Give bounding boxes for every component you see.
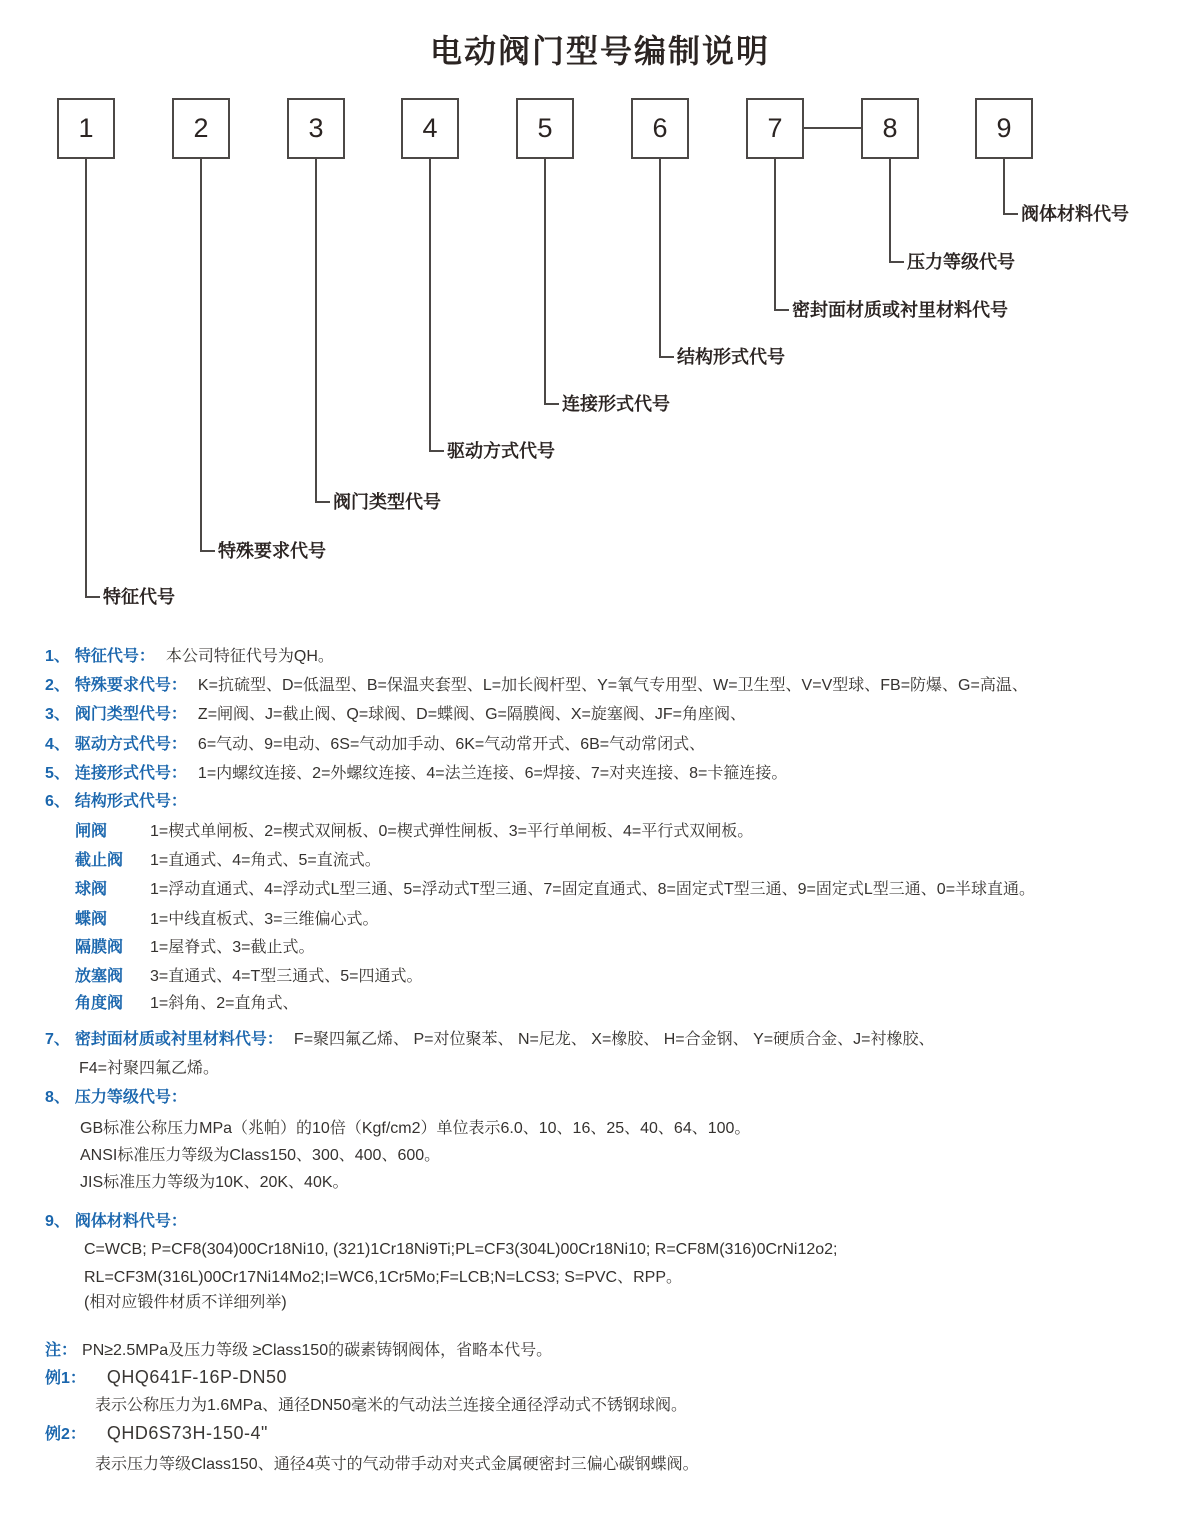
note-text: PN≥2.5MPa及压力等级 ≥Class150的碳素铸钢阀体，省略本代号。 [82, 1342, 553, 1359]
example-model-code: QHQ641F-16P-DN50 [106, 1367, 287, 1387]
list-item-1 [45, 646, 334, 668]
valve-name: 截止阀 [75, 852, 124, 869]
diagram-box-3 [287, 98, 345, 159]
valve-codes: 1=直通式、4=角式、5=直流式。 [150, 852, 381, 869]
valve-codes: 1=楔式单闸板、2=楔式双闸板、0=楔式弹性闸板、3=平行单闸板、4=平行式双闸板。 [150, 823, 754, 840]
diagram-label-pressure-rating-code: 压力等级代号 [907, 252, 1015, 272]
box-number: 6 [652, 113, 668, 143]
pressure-line-gb: GB标准公称压力MPa（兆帕）的10倍（Kgf/cm2）单位表示6.0、10、16、25、40、64、100。 [80, 1120, 751, 1137]
item-label: 密封面材质或衬里材料代号： [74, 1031, 283, 1048]
box-number: 9 [996, 113, 1012, 143]
diagram-label-structure-form-code: 结构形式代号 [677, 347, 785, 367]
valve-name: 隔膜阀 [75, 939, 124, 956]
example-label: 例2： [45, 1426, 86, 1443]
note-row [45, 1340, 552, 1362]
item-label: 压力等级代号： [74, 1089, 187, 1106]
list-item-6 [45, 791, 198, 813]
diagram-label-connection-form-code: 连接形式代号 [562, 394, 670, 414]
valve-codes: 1=斜角、2=直角式、 [150, 995, 299, 1012]
list-item-8 [45, 1087, 198, 1109]
box-number: 1 [78, 113, 94, 143]
list-item-9 [45, 1211, 198, 1233]
diagram-box-8 [861, 98, 919, 159]
valve-codes: 1=屋脊式、3=截止式。 [150, 939, 315, 956]
structure-row-ball-valve [75, 879, 1035, 901]
list-item-4 [45, 734, 705, 756]
item-number: 9、 [45, 1213, 70, 1230]
item-number: 3、 [45, 706, 70, 723]
body-material-line-2: RL=CF3M(316L)00Cr17Ni14Mo2;I=WC6,1Cr5Mo;F=LCB;N=LCS3; S=PVC、RPP。 [84, 1269, 683, 1286]
structure-row-plug-valve [75, 966, 423, 988]
structure-row-globe-valve [75, 850, 381, 872]
pressure-line-ansi: ANSI标准压力等级为Class150、300、400、600。 [80, 1147, 441, 1164]
example-1-description: 表示公称压力为1.6MPa、通径DN50毫米的气动法兰连接全通径浮动式不锈钢球阀。 [95, 1397, 688, 1414]
box-number: 8 [882, 113, 898, 143]
diagram-label-special-requirement-code: 特殊要求代号 [218, 541, 326, 561]
item-text: F=聚四氟乙烯、 P=对位聚苯、 N=尼龙、 X=橡胶、 H=合金钢、 Y=硬质合金、J=衬橡胶、 [293, 1031, 935, 1048]
page-title: 电动阀门型号编制说明 [429, 33, 770, 69]
item-label: 阀门类型代号： [74, 706, 187, 723]
example-2-row [45, 1422, 268, 1446]
diagram-label-feature-code: 特征代号 [103, 587, 175, 607]
diagram-label-drive-mode-code: 驱动方式代号 [447, 441, 555, 461]
item-text: 6=气动、9=电动、6S=气动加手动、6K=气动常开式、6B=气动常闭式、 [197, 736, 706, 753]
diagram-box-6 [631, 98, 689, 159]
box-number: 3 [308, 113, 324, 143]
item-label: 连接形式代号： [74, 765, 187, 782]
structure-row-diaphragm-valve [75, 937, 315, 959]
valve-name: 蝶阀 [75, 911, 108, 928]
list-item-7 [45, 1029, 934, 1051]
example-2-description: 表示压力等级Class150、通径4英寸的气动带手动对夹式金属硬密封三偏心碳钢蝶阀。 [95, 1456, 699, 1473]
diagram-box-1 [57, 98, 115, 159]
diagram-box-4 [401, 98, 459, 159]
diagram-box-5 [516, 98, 574, 159]
list-item-3 [45, 704, 746, 726]
item-label: 特征代号： [74, 648, 155, 665]
valve-codes: 1=浮动直通式、4=浮动式L型三通、5=浮动式T型三通、7=固定直通式、8=固定式T型三通、9=固定式L型三通、0=半球直通。 [150, 881, 1036, 898]
model-code-diagram [0, 0, 1200, 630]
body-material-line-1: C=WCB; P=CF8(304)00Cr18Ni10, (321)1Cr18Ni9Ti;PL=CF3(304L)00Cr18Ni10; R=CF8M(316)0CrNi12o2; [84, 1241, 838, 1258]
list-item-2 [45, 675, 1028, 697]
item-number: 8、 [45, 1089, 70, 1106]
item-number: 4、 [45, 736, 70, 753]
item-number: 2、 [45, 677, 70, 694]
item-text: 1=内螺纹连接、2=外螺纹连接、4=法兰连接、6=焊接、7=对夹连接、8=卡箍连接。 [197, 765, 788, 782]
list-item-5 [45, 763, 787, 785]
box-number: 7 [767, 113, 783, 143]
structure-row-angle-valve [75, 993, 299, 1015]
item-text: K=抗硫型、D=低温型、B=保温夹套型、L=加长阀杆型、Y=氧气专用型、W=卫生型、V=V型球、FB=防爆、G=高温、 [197, 677, 1028, 694]
valve-name: 放塞阀 [75, 968, 124, 985]
example-label: 例1： [45, 1370, 86, 1387]
diagram-connector-lines [0, 0, 1200, 630]
box-number: 5 [537, 113, 553, 143]
valve-codes: 1=中线直板式、3=三维偏心式。 [150, 911, 379, 928]
item-label: 驱动方式代号： [74, 736, 187, 753]
structure-row-butterfly-valve [75, 909, 379, 931]
diagram-label-body-material-code: 阀体材料代号 [1021, 204, 1129, 224]
item-number: 7、 [45, 1031, 70, 1048]
item-number: 5、 [45, 765, 70, 782]
item-number: 6、 [45, 793, 70, 810]
note-label: 注： [45, 1342, 78, 1359]
box-number: 2 [193, 113, 209, 143]
list-item-7-line2: F4=衬聚四氟乙烯。 [79, 1060, 220, 1077]
item-label: 结构形式代号： [74, 793, 187, 810]
valve-name: 闸阀 [75, 823, 108, 840]
item-label: 特殊要求代号： [74, 677, 187, 694]
diagram-box-9 [975, 98, 1033, 159]
diagram-box-2 [172, 98, 230, 159]
diagram-label-valve-type-code: 阀门类型代号 [333, 492, 441, 512]
valve-codes: 3=直通式、4=T型三通式、5=四通式。 [150, 968, 423, 985]
diagram-label-seal-material-code: 密封面材质或衬里材料代号 [792, 300, 1008, 320]
diagram-box-7 [746, 98, 804, 159]
item-label: 阀体材料代号： [74, 1213, 187, 1230]
item-text: Z=闸阀、J=截止阀、Q=球阀、D=蝶阀、G=隔膜阀、X=旋塞阀、JF=角座阀、 [197, 706, 746, 723]
valve-name: 角度阀 [75, 995, 124, 1012]
box-number: 4 [422, 113, 438, 143]
example-1-row [45, 1366, 287, 1390]
item-text: 本公司特征代号为QH。 [165, 648, 334, 665]
structure-row-gate-valve [75, 821, 753, 843]
body-material-line-3: (相对应锻件材质不详细列举) [84, 1294, 287, 1311]
item-number: 1、 [45, 648, 70, 665]
valve-name: 球阀 [75, 881, 108, 898]
pressure-line-jis: JIS标准压力等级为10K、20K、40K。 [80, 1174, 349, 1191]
example-model-code: QHD6S73H-150-4" [106, 1423, 268, 1443]
